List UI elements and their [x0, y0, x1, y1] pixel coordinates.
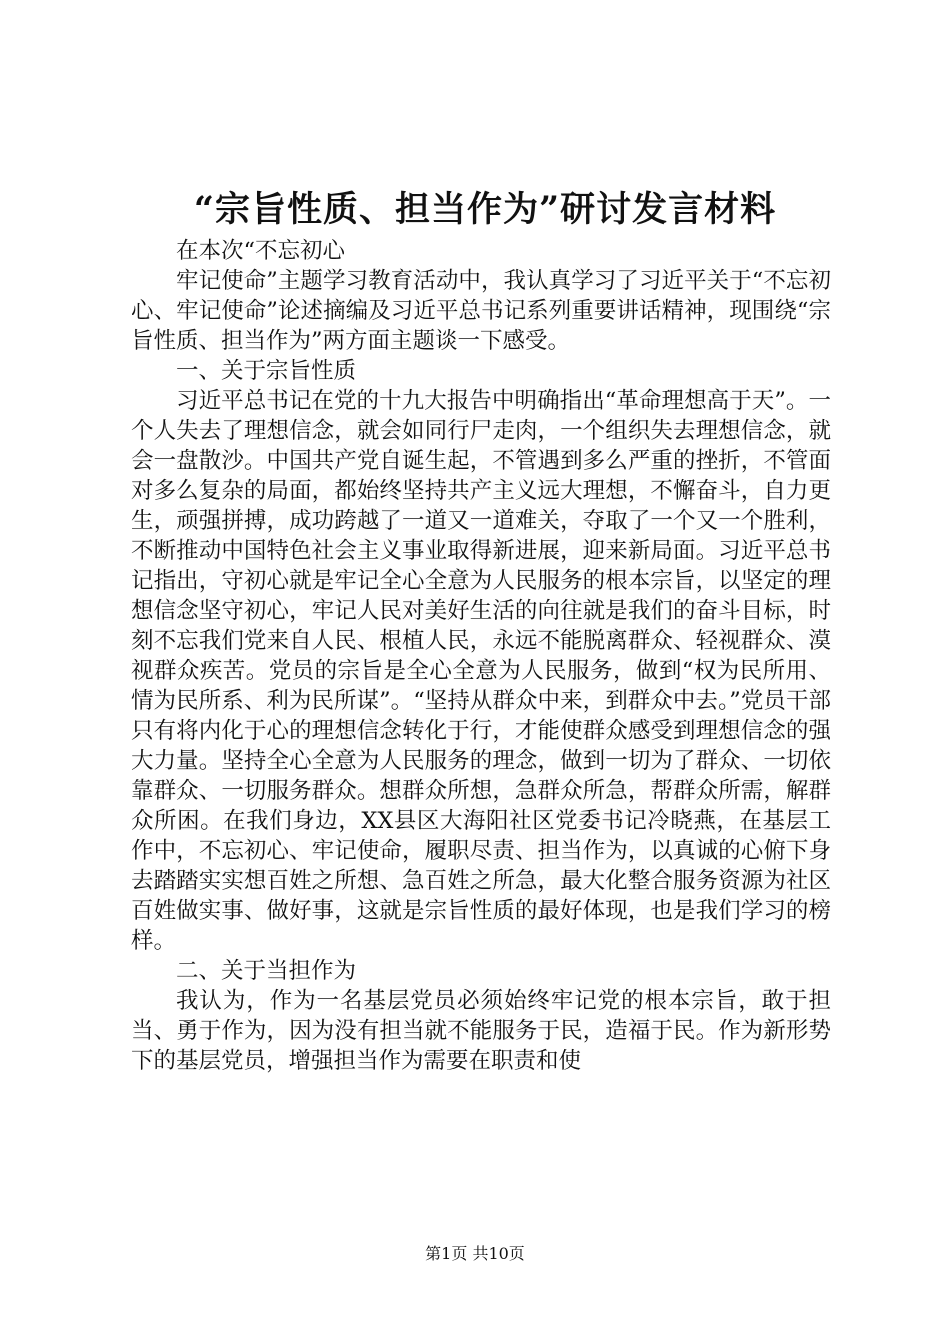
page-number-footer: 第1页 共10页 — [425, 1244, 525, 1263]
section-heading-1: 一、关于宗旨性质 — [176, 358, 357, 384]
document-title: “宗旨性质、担当作为”研讨发言材料 — [193, 189, 777, 230]
paragraph-section-2: 我认为，作为一名基层党员必须始终牢记党的根本宗旨，敢于担当、勇于作为，因为没有担当就不能服务于民，造福于民。作为新形势下的基层党员，增强担当作为需要在职责和使 — [131, 988, 831, 1074]
section-heading-2: 二、关于当担作为 — [176, 958, 357, 984]
document-body — [131, 236, 831, 1076]
paragraph-section-1: 习近平总书记在党的十九大报告中明确指出“革命理想高于天”。一个人失去了理想信念，就会如同行尸走肉，一个组织失去理想信念，就会一盘散沙。中国共产党自诞生起，不管遇到多么严重的挫折，不管面对多么复杂的局面，都始终坚持共产主义远大理想，不懈奋斗，自力更生，顽强拼搏，成功跨越了一道又一道难关，夺取了一个又一个胜利，不断推动中国特色社会主义事业取得新进展，迎来新局面。习近平总书记指出，守初心就是牢记全心全意为人民服务的根本宗旨，以坚定的理想信念坚守初心，牢记人民对美好生活的向往就是我们的奋斗目标，时刻不忘我们党来自人民、根植人民，永远不能脱离群众、轻视群众、漠视群众疾苦。党员的宗旨是全心全意为人民服务，做到“权为民所用、情为民所系、利为民所谋”。“坚持从群众中来，到群众中去。”党员干部只有将内化于心的理想信念转化于行，才能使群众感受到理想信念的强大力量。坚持全心全意为人民服务的理念，做到一切为了群众、一切依靠群众、一切服务群众。想群众所想，急群众所急，帮群众所需，解群众所困。在我们身边，XX县区大海阳社区党委书记冷晓燕，在基层工作中，不忘初心、牢记使命，履职尽责、担当作为，以真诚的心俯下身去踏踏实实想百姓之所想、急百姓之所急，最大化整合服务资源为社区百姓做实事、做好事，这就是宗旨性质的最好体现，也是我们学习的榜样。 — [131, 388, 831, 954]
paragraph-intro-opening: 在本次“不忘初心 — [176, 238, 346, 264]
paragraph-intro: 牢记使命”主题学习教育活动中，我认真学习了习近平关于“不忘初心、牢记使命”论述摘编及习近平总书记系列重要讲话精神，现围绕“宗旨性质、担当作为”两方面主题谈一下感受。 — [131, 268, 831, 354]
